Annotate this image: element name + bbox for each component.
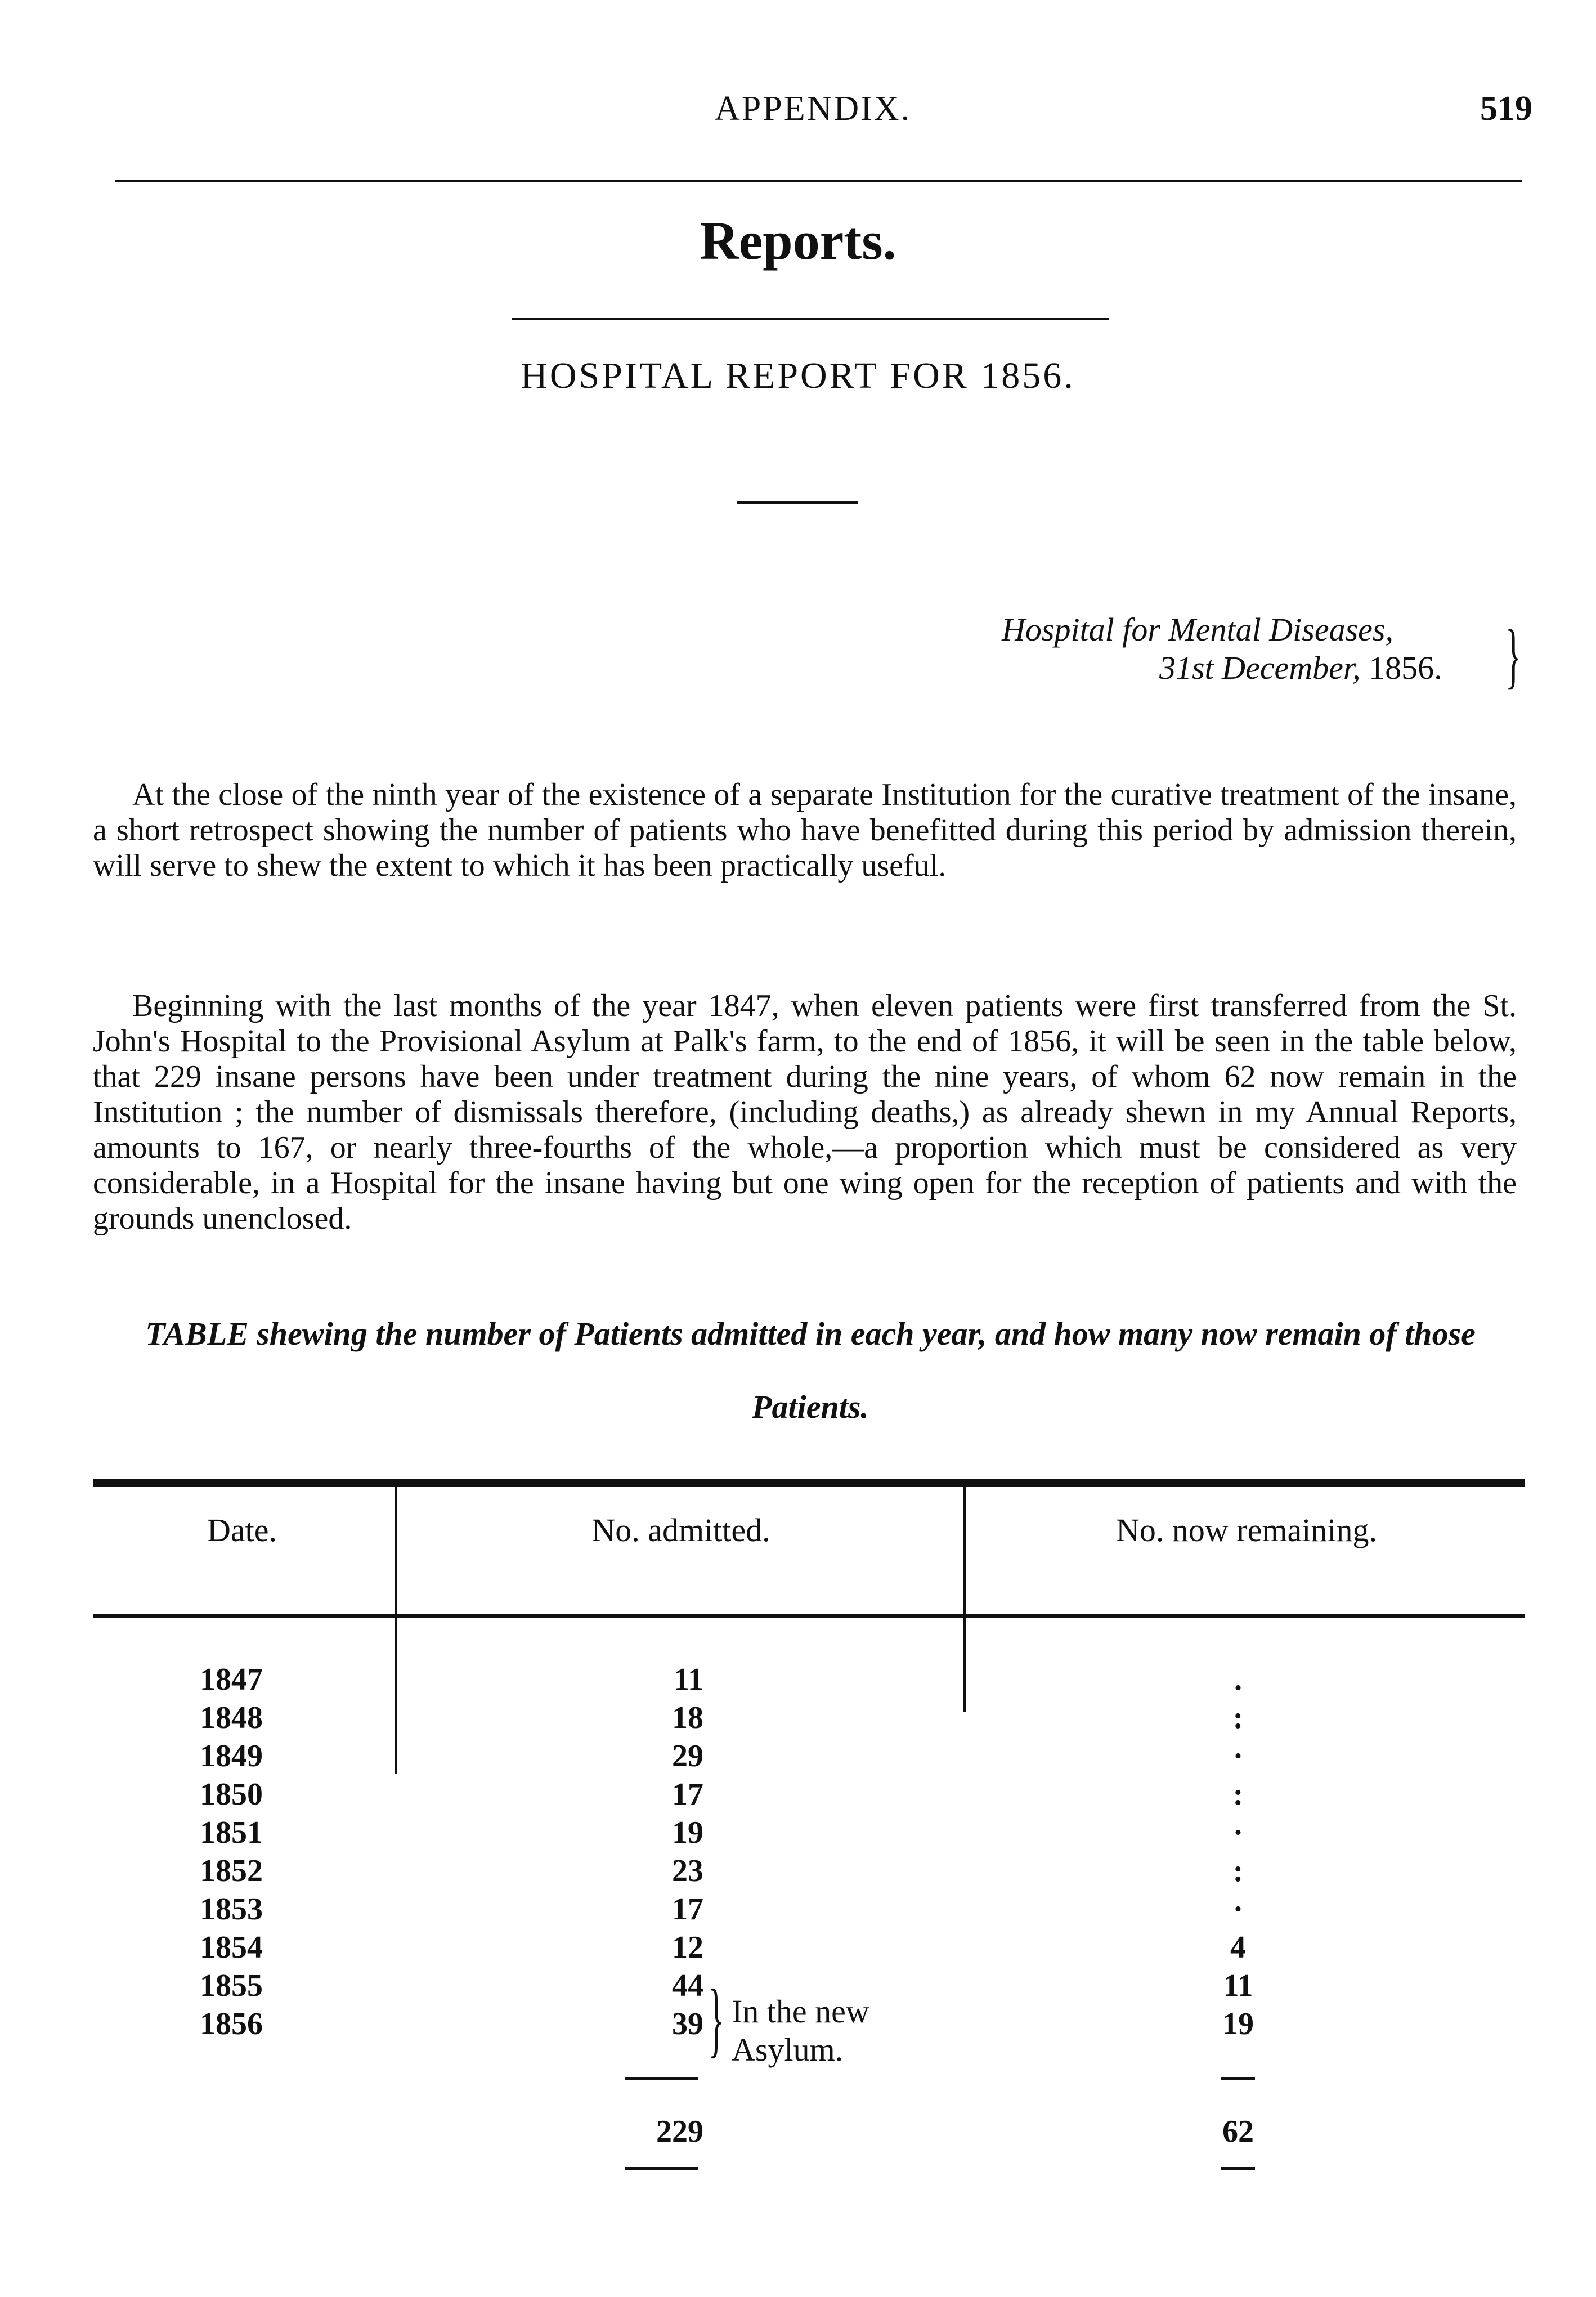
table-row-date: 1855 bbox=[200, 1968, 263, 2003]
paragraph-2: Beginning with the last months of the year 1847, when eleven patients were first transferred from the St. John's Hospital to the Provisional Asylum at Palk's farm, to the end of 1856, it will be seen in the table below, that 229 insane persons have been under treatment during the nine years, of whom 62 now remain in the Institution ; the number of dismissals therefore, (including deaths,) as already shewn in my Annual Reports, amounts to 167, or nearly three-fourths of the whole,—a proportion which must be considered as very considerable, in a Hospital for the insane having but one wing open for the reception of patients and with the grounds unenclosed. bbox=[93, 988, 1517, 1236]
table-row-remaining: · bbox=[1232, 1739, 1244, 1774]
table-row-admitted: 11 bbox=[674, 1662, 703, 1697]
dateline bbox=[1002, 611, 1486, 687]
total-rule-remaining bbox=[1221, 2077, 1255, 2080]
date-column bbox=[200, 1660, 290, 2043]
table-row-remaining: : bbox=[1232, 1853, 1244, 1888]
report-title: HOSPITAL REPORT FOR 1856. bbox=[521, 355, 1075, 396]
header-date: Date. bbox=[207, 1512, 277, 1548]
table-row-remaining: 11 bbox=[1223, 1968, 1253, 2003]
section-rule bbox=[512, 318, 1109, 320]
table-row-date: 1856 bbox=[200, 2007, 263, 2041]
table-row-admitted: 19 bbox=[672, 1815, 703, 1850]
admitted-column bbox=[619, 1660, 703, 2043]
column-divider-2 bbox=[963, 1487, 966, 1712]
table-row-date: 1848 bbox=[200, 1700, 263, 1735]
dateline-brace: } bbox=[1505, 615, 1522, 696]
table-row-remaining: · bbox=[1232, 1892, 1244, 1927]
paragraph-1: At the close of the ninth year of the existence of a separate Institution for the curative treatment of the insane, a short retrospect showing the number of patients who have benefitted during this period by admission therein, will serve to shew the extent to which it has been practically useful. bbox=[93, 777, 1517, 883]
table-row-remaining: 19 bbox=[1222, 2007, 1254, 2041]
bottom-rule-remaining bbox=[1221, 2167, 1255, 2170]
table-row-admitted: 18 bbox=[672, 1700, 703, 1735]
table-row-remaining: · bbox=[1232, 1815, 1244, 1850]
dateline-place: Hospital for Mental Diseases, bbox=[1002, 611, 1393, 648]
table-header-rule bbox=[93, 1614, 1525, 1618]
table-row-admitted: 17 bbox=[672, 1777, 703, 1812]
bottom-rule-admitted bbox=[625, 2167, 698, 2170]
table-row-date: 1854 bbox=[200, 1930, 263, 1965]
header-admitted: No. admitted. bbox=[591, 1512, 770, 1548]
remaining-column bbox=[1216, 1660, 1261, 2043]
column-divider-1 bbox=[395, 1487, 397, 1774]
short-rule bbox=[737, 501, 858, 504]
table-row-admitted: 12 bbox=[672, 1930, 703, 1965]
table-row-date: 1851 bbox=[200, 1815, 263, 1850]
table-row-admitted: 17 bbox=[672, 1892, 703, 1927]
asylum-note bbox=[732, 1992, 869, 2069]
table-row-date: 1849 bbox=[200, 1739, 263, 1774]
page-number: 519 bbox=[1480, 89, 1532, 128]
table-row-remaining: : bbox=[1232, 1700, 1244, 1735]
total-admitted: 229 bbox=[656, 2114, 703, 2149]
table-row-remaining: . bbox=[1234, 1662, 1242, 1697]
asylum-note-line-1: In the new bbox=[732, 1993, 869, 2030]
table-row-admitted: 44 bbox=[672, 1968, 703, 2003]
total-rule-admitted bbox=[625, 2077, 698, 2080]
table-caption: TABLE shewing the number of Patients admitted in each year, and how many now remain of those Patients. bbox=[145, 1315, 1476, 1425]
asylum-note-line-2: Asylum. bbox=[732, 2031, 844, 2068]
table-row-date: 1853 bbox=[200, 1892, 263, 1927]
dateline-date: 31st December, bbox=[1159, 650, 1361, 686]
header-rule bbox=[115, 180, 1522, 182]
table-row-remaining: 4 bbox=[1230, 1930, 1246, 1965]
table-top-rule bbox=[93, 1479, 1525, 1487]
asylum-brace: } bbox=[708, 1972, 724, 2066]
total-remaining: 62 bbox=[1222, 2114, 1254, 2149]
section-title: Reports. bbox=[700, 211, 896, 271]
table-row-admitted: 39 bbox=[672, 2007, 703, 2041]
dateline-year: 1856. bbox=[1369, 650, 1442, 686]
header-remaining: No. now remaining. bbox=[1116, 1512, 1377, 1548]
table-row-date: 1847 bbox=[200, 1662, 263, 1697]
table-row-date: 1852 bbox=[200, 1853, 263, 1888]
running-head: APPENDIX. bbox=[715, 89, 912, 128]
table-row-admitted: 29 bbox=[672, 1739, 703, 1774]
table-row-admitted: 23 bbox=[672, 1853, 703, 1888]
table-row-remaining: : bbox=[1232, 1777, 1244, 1812]
table-row-date: 1850 bbox=[200, 1777, 263, 1812]
